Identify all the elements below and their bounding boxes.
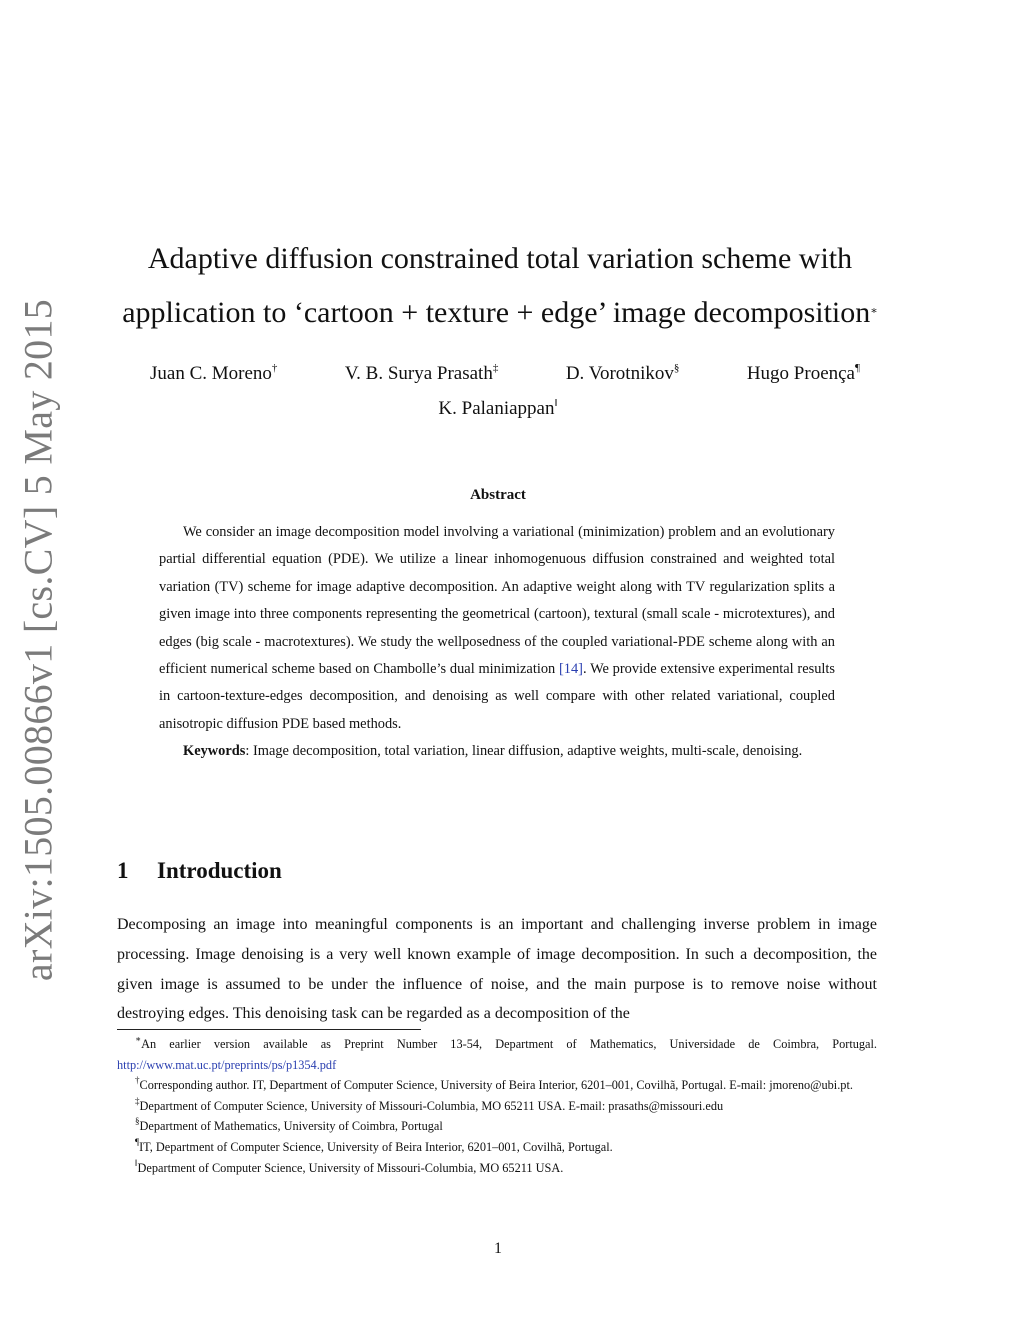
page-number: 1 xyxy=(494,1240,502,1257)
abstract-body xyxy=(159,519,835,766)
keywords-text: : Image decomposition, total variation, linear diffusion, adaptive weights, multi-scale, denoising. xyxy=(245,743,803,760)
author-name: Juan C. Moreno xyxy=(150,363,272,384)
footnote-mark: § xyxy=(135,1116,140,1127)
footnote-mark: ¶ xyxy=(135,1136,140,1147)
footnote xyxy=(117,1096,877,1117)
footnote xyxy=(117,1158,877,1179)
abstract-text: We consider an image decomposition model involving a variational (minimization) problem and an evolutionary partial differential equation (PDE). We utilize a linear inhomogenuous diffusion constrained and weighted total variation (TV) scheme for image adaptive decomposition. An adaptive weight along with TV regularization splits a given image into three components representing the geometrical (cartoon), textural (small scale - microtextures), and edges (big scale - macrotextures). We study the wellposedness of the coupled variational-PDE scheme along with an efficient numerical scheme based on Chambolle’s dual minimization xyxy=(159,524,835,678)
title-footnote-mark: ∗ xyxy=(870,305,878,317)
footnote-text: An earlier version available as Preprint Number 13-54, Department of Mathematics, Universidade de Coimbra, Portugal. xyxy=(141,1037,877,1051)
keywords xyxy=(159,738,835,765)
author-name: Hugo Proença xyxy=(746,363,855,384)
author-name: K. Palaniappan xyxy=(438,398,555,419)
footnote-mark: ∗ xyxy=(135,1034,142,1044)
footnote-mark: ‖ xyxy=(135,1157,138,1168)
author-footnote-mark: † xyxy=(271,362,278,374)
abstract-heading: Abstract xyxy=(470,487,526,503)
arxiv-identifier-stamp: arXiv:1505.00866v1 [cs.CV] 5 May 2015 xyxy=(15,298,61,982)
author-footnote-mark: ‖ xyxy=(554,397,558,409)
author-footnote-mark: § xyxy=(673,362,680,374)
section-title: Introduction xyxy=(157,858,282,883)
author xyxy=(345,363,498,385)
keywords-label: Keywords xyxy=(183,743,246,760)
footnote xyxy=(117,1075,877,1096)
footnote-divider xyxy=(117,1029,421,1030)
author xyxy=(438,398,557,419)
author xyxy=(747,363,860,385)
citation-link[interactable]: [14] xyxy=(558,661,583,678)
author-list-second-row xyxy=(0,398,996,420)
footnote xyxy=(117,1116,877,1137)
author-footnote-mark: ¶ xyxy=(855,362,860,374)
title-line-2-text: application to ‘cartoon + texture + edge’ image decomposition xyxy=(122,296,871,329)
footnote-text: Department of Computer Science, University of Missouri-Columbia, MO 65211 USA. E-mail: prasaths@missouri.edu xyxy=(139,1098,724,1113)
footnote-mark: ‡ xyxy=(135,1095,140,1106)
footnote-mark: † xyxy=(135,1075,140,1086)
title-line-2 xyxy=(0,286,1000,340)
abstract-paragraph xyxy=(159,519,835,738)
paper-title xyxy=(0,232,1000,340)
footnote-text: IT, Department of Computer Science, University of Beira Interior, 6201–001, Covilhã, Portugal. xyxy=(139,1139,613,1154)
author-list xyxy=(150,363,860,385)
author-name: D. Vorotnikov xyxy=(565,363,674,384)
author xyxy=(566,363,680,385)
footnote-text: Department of Computer Science, University of Missouri-Columbia, MO 65211 USA. xyxy=(137,1160,564,1175)
introduction-paragraph: Decomposing an image into meaningful components is an important and challenging inverse problem in image processing. Image denoising is a very well known example of image decomposition. In such a decomposition, the given image is assumed to be under the influence of noise, and the main purpose is to remove noise without destroying edges. This denoising task can be regarded as a decomposition of the xyxy=(117,916,877,1023)
author-name: V. B. Surya Prasath xyxy=(344,363,493,384)
footnote xyxy=(117,1137,877,1158)
author xyxy=(150,363,277,385)
footnote-url-link[interactable]: http://www.mat.uc.pt/preprints/ps/p1354.pdf xyxy=(117,1057,337,1072)
footnotes xyxy=(117,1034,877,1178)
section-number: 1 xyxy=(117,858,129,883)
abstract-text-continued: . We provide extensive experimental results in cartoon-texture-edges decomposition, and denoising as well compare with other related variational, coupled anisotropic diffusion PDE based methods. xyxy=(159,661,835,732)
footnote-text: Corresponding author. IT, Department of Computer Science, University of Beira Interior, 6201–001, Covilhã, Portugal. E-mail: jmoreno@ubi.pt. xyxy=(139,1078,853,1093)
section-heading xyxy=(117,858,282,884)
author-footnote-mark: ‡ xyxy=(492,362,499,374)
footnote xyxy=(117,1034,877,1075)
footnote-text: Department of Mathematics, University of Coimbra, Portugal xyxy=(139,1119,443,1134)
title-line-1: Adaptive diffusion constrained total variation scheme with xyxy=(147,242,853,275)
